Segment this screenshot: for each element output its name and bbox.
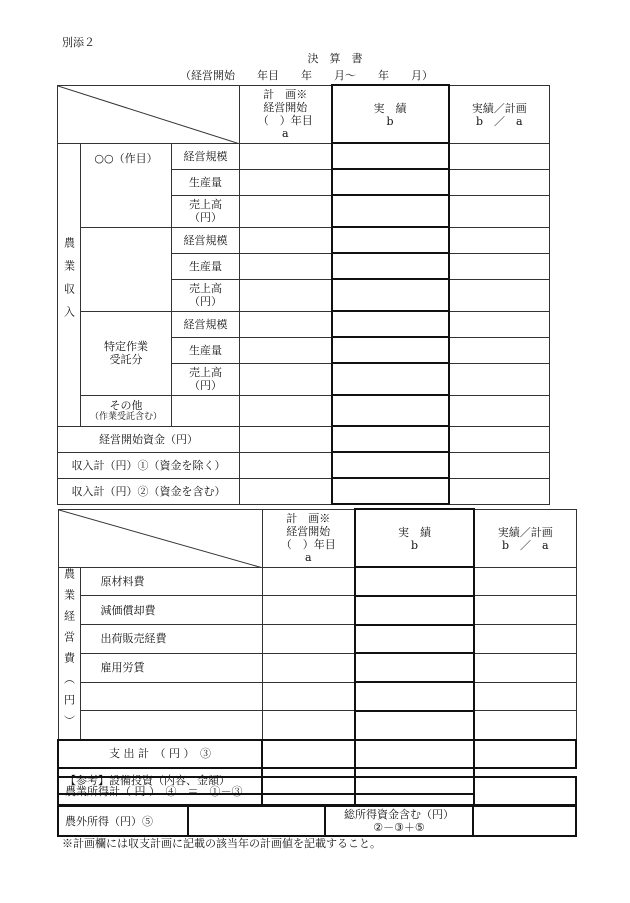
cell-actual[interactable] — [355, 625, 474, 654]
cell-plan[interactable] — [240, 363, 332, 395]
expense-item-depreciation: 減価償却費 — [80, 596, 262, 625]
cell-plan[interactable] — [262, 711, 355, 740]
plan-header-line1: 計 画※ — [263, 87, 308, 101]
cell-plan[interactable] — [262, 740, 355, 768]
item-output: 生産量 — [172, 253, 240, 279]
farm-income-label: 農業所得計（ 円 ） ④ ＝ ①－③ — [58, 777, 262, 805]
cell-plan[interactable] — [262, 625, 355, 654]
other-income-line1: その他 — [109, 398, 143, 412]
other-income-label — [81, 395, 172, 426]
grand-total-line2: ②－③＋⑤ — [373, 821, 425, 834]
item-sales — [172, 195, 240, 227]
ratio-header-line1: 実績／計画 — [497, 525, 553, 539]
contract-work-group — [81, 311, 172, 395]
item-sales-line2: （円） — [189, 379, 222, 392]
plan-header-line4: a — [304, 550, 312, 564]
actual-header-line1: 実 績 — [398, 526, 431, 539]
cell-actual[interactable] — [355, 682, 474, 711]
item-output: 生産量 — [172, 169, 240, 195]
cell-ratio[interactable] — [474, 740, 576, 768]
cell-ratio[interactable] — [474, 567, 576, 596]
cell-actual[interactable] — [332, 311, 449, 337]
cell-plan[interactable] — [262, 653, 355, 682]
cell-ratio[interactable] — [474, 625, 576, 654]
grand-total-value[interactable] — [473, 806, 576, 836]
plan-header-line4: a — [281, 126, 289, 140]
capex-reference-label: 【参考】設備投資（内容、金額） — [58, 768, 262, 794]
off-farm-income-value[interactable] — [188, 806, 325, 836]
expense-header-diagonal-cell — [58, 509, 262, 567]
header-diagonal-cell — [58, 85, 240, 143]
ratio-column-header — [474, 509, 576, 567]
item-sales — [172, 279, 240, 311]
expense-side-label-text: 農業経営費（円） — [62, 567, 76, 736]
expense-table — [57, 508, 577, 795]
cell-plan[interactable] — [240, 311, 332, 337]
actual-header-line1: 実 績 — [373, 102, 407, 115]
cell-actual[interactable] — [332, 395, 449, 426]
grand-total-label — [325, 806, 473, 836]
cell-actual[interactable] — [332, 195, 449, 227]
cell-actual[interactable] — [332, 279, 449, 311]
other-income-table — [57, 805, 577, 837]
cell-ratio[interactable] — [449, 253, 550, 279]
cell-plan[interactable] — [240, 195, 332, 227]
actual-column-header — [355, 509, 474, 567]
expense-item-blank[interactable] — [80, 711, 262, 740]
cell-ratio[interactable] — [449, 279, 550, 311]
actual-column-header — [332, 85, 449, 143]
cell-ratio[interactable] — [449, 426, 550, 452]
cell-plan[interactable] — [262, 567, 355, 596]
plan-header-line3: （ ）年目 — [280, 537, 336, 551]
off-farm-income-label: 農外所得（円）⑤ — [58, 806, 188, 836]
plan-header-line2: 経営開始 — [263, 100, 308, 114]
cell-actual[interactable] — [332, 426, 449, 452]
item-sales-line1: 売上高 — [189, 198, 222, 211]
cell-actual[interactable] — [332, 143, 449, 169]
item-scale: 経営規模 — [172, 227, 240, 253]
farm-income-table — [57, 776, 577, 806]
item-sales-line1: 売上高 — [189, 366, 222, 379]
cell-plan[interactable] — [240, 279, 332, 311]
cell-ratio[interactable] — [449, 395, 550, 426]
cell-plan[interactable] — [240, 452, 332, 478]
period-line: （経営開始 年目 年 月～ 年 月） — [180, 69, 433, 82]
cell-ratio[interactable] — [449, 143, 550, 169]
ratio-header-line2: b ／ a — [501, 538, 549, 552]
cell-ratio[interactable] — [474, 682, 576, 711]
cell-ratio[interactable] — [449, 363, 550, 395]
income-total1-label: 収入計（円）①（資金を除く） — [58, 452, 240, 478]
crop-group-blank — [81, 227, 172, 311]
item-sales-line2: （円） — [189, 295, 222, 308]
item-scale: 経営規模 — [172, 143, 240, 169]
income-table — [57, 84, 550, 505]
item-sales-line2: （円） — [189, 211, 222, 224]
cell-plan[interactable] — [240, 337, 332, 363]
cell-plan[interactable] — [240, 169, 332, 195]
expense-item-shipping: 出荷販売経費 — [80, 625, 262, 654]
cell-ratio[interactable] — [449, 195, 550, 227]
cell-actual[interactable] — [332, 169, 449, 195]
cell-plan[interactable] — [240, 253, 332, 279]
attachment-label: 別添２ — [62, 36, 95, 49]
cell-actual[interactable] — [355, 777, 474, 805]
expense-total-label: 支 出 計 （ 円 ） ③ — [58, 740, 262, 768]
expense-item-labor: 雇用労賃 — [80, 653, 262, 682]
item-output: 生産量 — [172, 337, 240, 363]
plan-header-line2: 経営開始 — [286, 524, 331, 538]
cell-actual[interactable] — [332, 363, 449, 395]
other-income-line2: （作業受託含む） — [89, 411, 162, 422]
plan-header-line1: 計 画※ — [286, 511, 331, 525]
actual-header-line2: b — [410, 539, 419, 552]
cell-plan[interactable] — [240, 478, 332, 504]
contract-work-line2: 受託分 — [109, 353, 143, 366]
diagonal-line — [59, 510, 263, 568]
start-funds-label: 経営開始資金（円） — [58, 426, 240, 452]
cell-actual[interactable] — [355, 653, 474, 682]
cell-actual[interactable] — [332, 253, 449, 279]
ratio-header-line1: 実績／計画 — [471, 101, 527, 115]
cell-ratio[interactable] — [449, 478, 550, 504]
actual-header-line2: b — [386, 115, 394, 128]
item-sales-line1: 売上高 — [189, 282, 222, 295]
cell-plan[interactable] — [262, 682, 355, 711]
cell-plan[interactable] — [262, 596, 355, 625]
cell-ratio[interactable] — [449, 227, 550, 253]
cell-ratio[interactable] — [449, 337, 550, 363]
cell-ratio[interactable] — [474, 653, 576, 682]
cell-ratio[interactable] — [474, 596, 576, 625]
cell-actual[interactable] — [355, 596, 474, 625]
expense-item-materials: 原材料費 — [80, 567, 262, 596]
cell-plan[interactable] — [240, 227, 332, 253]
cell-actual[interactable] — [332, 337, 449, 363]
cell-plan[interactable] — [240, 426, 332, 452]
crop-group-label: ○○（作目） — [81, 143, 172, 227]
cell-ratio[interactable] — [474, 777, 576, 805]
plan-header-line3: （ ）年目 — [257, 113, 313, 127]
ratio-header-line2: b ／ a — [475, 114, 523, 128]
cell-plan[interactable] — [262, 777, 355, 805]
ratio-column-header — [449, 85, 550, 143]
income-side-label — [58, 143, 81, 426]
cell-actual[interactable] — [355, 567, 474, 596]
cell-actual[interactable] — [355, 740, 474, 768]
cell-actual[interactable] — [332, 478, 449, 504]
item-sales — [172, 363, 240, 395]
contract-work-line1: 特定作業 — [104, 340, 148, 353]
document-title: 決 算 書 — [307, 52, 363, 65]
cell-ratio[interactable] — [474, 711, 576, 740]
cell-actual[interactable] — [332, 227, 449, 253]
expense-side-label — [58, 567, 80, 740]
other-income-blank — [172, 395, 240, 426]
footnote: ※計画欄には収支計画に記載の該当年の計画値を記載すること。 — [62, 837, 381, 850]
cell-ratio[interactable] — [449, 452, 550, 478]
item-scale: 経営規模 — [172, 311, 240, 337]
expense-item-blank[interactable] — [80, 682, 262, 711]
cell-plan[interactable] — [240, 143, 332, 169]
grand-total-line1: 総所得資金含む（円） — [344, 808, 454, 821]
cell-actual[interactable] — [355, 711, 474, 740]
diagonal-line — [58, 86, 240, 144]
cell-plan[interactable] — [240, 395, 332, 426]
cell-ratio[interactable] — [449, 311, 550, 337]
plan-column-header — [262, 509, 355, 567]
cell-actual[interactable] — [332, 452, 449, 478]
income-total2-label: 収入計（円）②（資金を含む） — [58, 478, 240, 504]
plan-column-header — [240, 85, 332, 143]
income-side-label-text: 農業収入 — [62, 237, 76, 329]
cell-ratio[interactable] — [449, 169, 550, 195]
